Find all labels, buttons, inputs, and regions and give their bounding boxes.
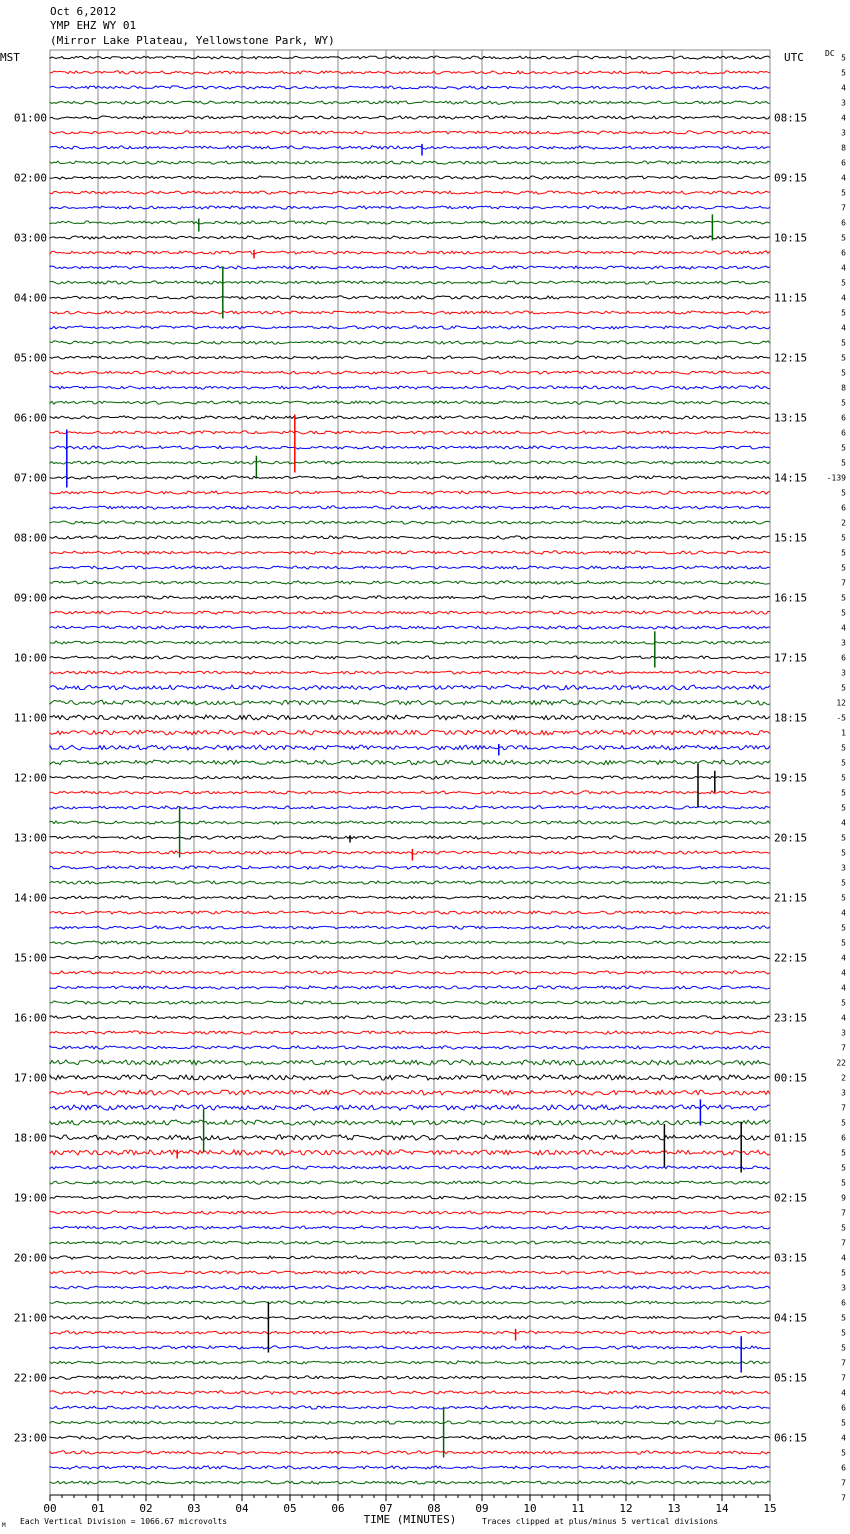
seismic-trace (50, 1060, 770, 1065)
x-tick-label: 15 (763, 1502, 777, 1515)
dc-offset-value: 3 (841, 1028, 846, 1038)
dc-offset-value: 5 (841, 533, 846, 543)
left-hour-label: 01:00 (13, 111, 47, 125)
label-layer (14, 54, 846, 1516)
seismic-trace (50, 161, 770, 164)
seismic-trace (50, 1001, 770, 1004)
dc-offset-value: 5 (841, 443, 846, 453)
left-hour-label: 09:00 (13, 591, 47, 605)
seismic-trace (50, 401, 770, 404)
x-tick-label: 01 (91, 1502, 105, 1515)
x-tick-label: 02 (139, 1502, 153, 1515)
dc-offset-value: 3 (841, 1088, 846, 1098)
seismic-trace (50, 296, 770, 299)
seismic-trace (50, 715, 770, 720)
left-hour-label: 06:00 (13, 411, 47, 425)
seismic-trace (50, 1316, 770, 1319)
seismic-trace (50, 685, 770, 690)
dc-offset-value: 6 (841, 413, 846, 423)
dc-offset-value: 12 (836, 698, 846, 708)
dc-offset-value: 4 (841, 323, 846, 333)
right-hour-label: 05:15 (774, 1371, 808, 1385)
dc-offset-value: 7 (841, 1043, 846, 1053)
dc-offset-value: 6 (841, 428, 846, 438)
seismic-trace (50, 341, 770, 344)
seismic-trace (50, 1301, 770, 1304)
seismic-trace (50, 446, 770, 449)
dc-offset-value: 2 (841, 1073, 846, 1083)
dc-offset-value: 5 (841, 1178, 846, 1188)
seismic-trace (50, 131, 770, 134)
seismic-trace (50, 521, 770, 524)
seismic-trace (50, 1421, 770, 1424)
dc-offset-value: 5 (841, 1223, 846, 1233)
left-hour-label: 02:00 (13, 171, 47, 185)
seismic-trace (50, 1406, 770, 1409)
dc-offset-value: 4 (841, 293, 846, 303)
dc-offset-value: 5 (841, 278, 846, 288)
left-hour-label: 18:00 (13, 1131, 47, 1145)
corner-mark: M (2, 1522, 6, 1529)
dc-offset-value: 5 (841, 68, 846, 78)
x-tick-label: 04 (235, 1502, 249, 1515)
dc-offset-value: 5 (841, 188, 846, 198)
seismic-trace (50, 1286, 770, 1289)
seismic-trace (50, 1105, 770, 1110)
dc-offset-value: 7 (841, 1103, 846, 1113)
dc-offset-value: 4 (841, 173, 846, 183)
dc-offset-value: -5 (836, 713, 846, 723)
dc-offset-value: 5 (841, 998, 846, 1008)
dc-offset-value: 5 (841, 548, 846, 558)
dc-offset-value: 5 (841, 53, 846, 63)
x-tick-label: 09 (475, 1502, 489, 1515)
left-timezone-label: MST (0, 51, 20, 64)
seismic-trace (50, 836, 770, 839)
dc-offset-value: 4 (841, 908, 846, 918)
dc-offset-value: 5 (841, 563, 846, 573)
right-hour-label: 13:15 (774, 411, 808, 425)
seismic-trace (50, 776, 770, 779)
left-hour-label: 23:00 (13, 1431, 47, 1445)
seismic-trace (50, 1226, 770, 1229)
seismic-trace (50, 1331, 770, 1334)
dc-offset-value: 3 (841, 863, 846, 873)
right-hour-label: 08:15 (774, 111, 808, 125)
dc-offset-value: 4 (841, 1433, 846, 1443)
seismic-trace (50, 1031, 770, 1034)
dc-offset-value: 5 (841, 458, 846, 468)
seismic-trace (50, 1166, 770, 1169)
dc-offset-value: 5 (841, 368, 846, 378)
left-hour-label: 04:00 (13, 291, 47, 305)
x-tick-label: 12 (619, 1502, 633, 1515)
right-hour-label: 17:15 (774, 651, 808, 665)
seismic-trace (50, 956, 770, 959)
seismic-trace (50, 1376, 770, 1379)
seismic-trace (50, 821, 770, 824)
dc-label: DC (825, 49, 835, 58)
x-tick-label: 13 (667, 1502, 681, 1515)
seismic-trace (50, 1361, 770, 1364)
right-hour-label: 21:15 (774, 891, 808, 905)
dc-offset-value: 4 (841, 83, 846, 93)
seismic-trace (50, 1256, 770, 1259)
left-hour-label: 13:00 (13, 831, 47, 845)
dc-offset-value: 7 (841, 1238, 846, 1248)
right-timezone-label: UTC (784, 51, 804, 64)
clip-note: Traces clipped at plus/minus 5 vertical divisions (482, 1517, 719, 1526)
right-hour-label: 15:15 (774, 531, 808, 545)
dc-offset-value: 4 (841, 968, 846, 978)
dc-offset-value: 4 (841, 1253, 846, 1263)
dc-offset-value: 3 (841, 128, 846, 138)
right-hour-label: 20:15 (774, 831, 808, 845)
dc-offset-value: 5 (841, 923, 846, 933)
dc-offset-value: 5 (841, 398, 846, 408)
dc-offset-value: 1 (841, 728, 846, 738)
seismic-trace (50, 1150, 770, 1155)
seismic-trace (50, 506, 770, 509)
seismic-trace (50, 1271, 770, 1274)
seismic-trace (50, 700, 770, 705)
x-tick-label: 08 (427, 1502, 441, 1515)
seismic-trace (50, 101, 770, 104)
seismic-trace (50, 1135, 770, 1140)
right-hour-label: 09:15 (774, 171, 808, 185)
dc-offset-value: 5 (841, 1328, 846, 1338)
seismic-trace (50, 881, 770, 884)
dc-offset-value: 5 (841, 1163, 846, 1173)
seismic-trace (50, 791, 770, 794)
seismic-trace (50, 926, 770, 929)
dc-offset-value: 9 (841, 1193, 846, 1203)
seismic-trace (50, 56, 770, 59)
seismic-trace (50, 236, 770, 239)
dc-offset-value: 3 (841, 668, 846, 678)
left-hour-label: 19:00 (13, 1191, 47, 1205)
x-tick-label: 10 (523, 1502, 537, 1515)
dc-offset-value: 5 (841, 593, 846, 603)
seismic-trace (50, 281, 770, 284)
seismic-trace (50, 191, 770, 194)
dc-offset-value: 8 (841, 143, 846, 153)
dc-offset-value: 6 (841, 503, 846, 513)
seismic-trace (50, 671, 770, 674)
dc-offset-value: 5 (841, 488, 846, 498)
left-hour-label: 03:00 (13, 231, 47, 245)
dc-offset-value: 7 (841, 1373, 846, 1383)
left-hour-label: 15:00 (13, 951, 47, 965)
left-hour-label: 05:00 (13, 351, 47, 365)
left-hour-label: 07:00 (13, 471, 47, 485)
seismic-trace (50, 1090, 770, 1095)
dc-offset-value: 5 (841, 743, 846, 753)
dc-offset-value: 5 (841, 1313, 846, 1323)
dc-offset-value: 4 (841, 263, 846, 273)
seismic-trace (50, 146, 770, 149)
seismic-trace (50, 1075, 770, 1080)
seismic-trace (50, 1346, 770, 1349)
seismic-trace (50, 641, 770, 644)
right-hour-label: 02:15 (774, 1191, 808, 1205)
seismic-trace (50, 431, 770, 434)
seismic-trace (50, 566, 770, 569)
x-tick-label: 11 (571, 1502, 585, 1515)
seismic-trace (50, 745, 770, 750)
dc-offset-value: 3 (841, 1283, 846, 1293)
seismic-trace (50, 491, 770, 494)
right-hour-label: 14:15 (774, 471, 808, 485)
seismic-trace (50, 116, 770, 119)
right-hour-label: 10:15 (774, 231, 808, 245)
left-hour-label: 10:00 (13, 651, 47, 665)
dc-offset-value: 5 (841, 893, 846, 903)
dc-offset-value: 5 (841, 803, 846, 813)
seismic-trace (50, 71, 770, 74)
dc-offset-value: 4 (841, 983, 846, 993)
seismic-trace (50, 626, 770, 629)
scale-note: Each Vertical Division = 1066.67 microvolts (20, 1517, 228, 1526)
x-tick-label: 14 (715, 1502, 729, 1515)
dc-offset-value: 5 (841, 1343, 846, 1353)
seismic-trace (50, 581, 770, 584)
dc-offset-value: 5 (841, 1118, 846, 1128)
dc-offset-value: 5 (841, 773, 846, 783)
seismic-trace (50, 866, 770, 869)
dc-offset-value: 5 (841, 878, 846, 888)
seismic-trace (50, 851, 770, 854)
x-axis-title: TIME (MINUTES) (363, 1513, 457, 1526)
seismic-trace (50, 251, 770, 254)
seismic-trace (50, 611, 770, 614)
seismic-trace (50, 371, 770, 374)
seismic-trace (50, 476, 770, 479)
dc-offset-value: 5 (841, 683, 846, 693)
left-hour-label: 14:00 (13, 891, 47, 905)
left-hour-label: 11:00 (13, 711, 47, 725)
seismic-trace (50, 1120, 770, 1125)
seismic-trace (50, 386, 770, 389)
seismic-trace (50, 536, 770, 539)
left-hour-label: 20:00 (13, 1251, 47, 1265)
dc-offset-value: 5 (841, 848, 846, 858)
dc-offset-value: 5 (841, 608, 846, 618)
right-hour-label: 23:15 (774, 1011, 808, 1025)
seismic-trace (50, 1181, 770, 1184)
dc-offset-value: 7 (841, 1493, 846, 1503)
dc-offset-value: 6 (841, 248, 846, 258)
dc-offset-value: 7 (841, 1478, 846, 1488)
dc-offset-value: 7 (841, 203, 846, 213)
dc-offset-value: 4 (841, 1388, 846, 1398)
seismic-trace (50, 1391, 770, 1394)
x-tick-label: 00 (43, 1502, 57, 1515)
seismic-trace (50, 1436, 770, 1439)
x-tick-label: 06 (331, 1502, 345, 1515)
dc-offset-value: 5 (841, 353, 846, 363)
dc-offset-value: 3 (841, 638, 846, 648)
seismic-trace (50, 760, 770, 765)
seismic-trace (50, 311, 770, 314)
dc-offset-value: 6 (841, 1133, 846, 1143)
seismic-trace (50, 986, 770, 989)
left-hour-label: 08:00 (13, 531, 47, 545)
dc-offset-value: 5 (841, 938, 846, 948)
seismic-trace (50, 1211, 770, 1214)
dc-offset-value: 7 (841, 1208, 846, 1218)
right-hour-label: 11:15 (774, 291, 808, 305)
seismic-trace (50, 941, 770, 944)
seismic-trace (50, 656, 770, 659)
left-hour-label: 12:00 (13, 771, 47, 785)
chart-station: YMP EHZ WY 01 (50, 19, 137, 32)
seismic-trace (50, 806, 770, 809)
dc-offset-value: 6 (841, 1463, 846, 1473)
seismic-trace (50, 266, 770, 269)
seismic-trace (50, 596, 770, 599)
seismic-trace (50, 206, 770, 209)
dc-offset-value: 4 (841, 623, 846, 633)
dc-offset-value: 5 (841, 1148, 846, 1158)
dc-offset-value: 6 (841, 1298, 846, 1308)
x-tick-label: 05 (283, 1502, 297, 1515)
chart-location: (Mirror Lake Plateau, Yellowstone Park, WY) (50, 34, 335, 47)
seismic-trace (50, 356, 770, 359)
dc-offset-value: 4 (841, 113, 846, 123)
dc-offset-value: 5 (841, 1418, 846, 1428)
dc-offset-value: 5 (841, 308, 846, 318)
seismic-trace (50, 176, 770, 179)
seismic-trace (50, 221, 770, 224)
seismic-trace (50, 896, 770, 899)
dc-offset-value: 5 (841, 1448, 846, 1458)
seismic-trace (50, 326, 770, 329)
dc-offset-value: 4 (841, 818, 846, 828)
trace-layer (50, 56, 770, 1484)
left-hour-label: 17:00 (13, 1071, 47, 1085)
seismic-trace (50, 730, 770, 735)
dc-offset-value: 5 (841, 233, 846, 243)
seismic-trace (50, 1196, 770, 1199)
dc-offset-value: 7 (841, 1358, 846, 1368)
seismic-trace (50, 1481, 770, 1484)
dc-offset-value: 5 (841, 833, 846, 843)
dc-offset-value: 5 (841, 788, 846, 798)
left-hour-label: 21:00 (13, 1311, 47, 1325)
dc-offset-value: 5 (841, 338, 846, 348)
chart-date: Oct 6,2012 (50, 5, 117, 18)
dc-offset-value: 4 (841, 1013, 846, 1023)
right-hour-label: 01:15 (774, 1131, 808, 1145)
seismic-trace (50, 416, 770, 419)
seismic-trace (50, 1466, 770, 1469)
seismic-trace (50, 1241, 770, 1244)
right-hour-label: 12:15 (774, 351, 808, 365)
dc-offset-value: 6 (841, 1403, 846, 1413)
dc-offset-value: 8 (841, 383, 846, 393)
seismic-trace (50, 461, 770, 464)
dc-offset-value: 5 (841, 758, 846, 768)
dc-offset-value: 2 (841, 518, 846, 528)
left-hour-label: 22:00 (13, 1371, 47, 1385)
seismic-trace (50, 1016, 770, 1019)
x-tick-label: 03 (187, 1502, 201, 1515)
dc-offset-value: 6 (841, 218, 846, 228)
seismic-trace (50, 86, 770, 89)
dc-offset-value: 4 (841, 953, 846, 963)
right-hour-label: 04:15 (774, 1311, 808, 1325)
dc-offset-value: 5 (841, 1268, 846, 1278)
seismic-trace (50, 1451, 770, 1454)
seismic-trace (50, 551, 770, 554)
dc-offset-value: 3 (841, 98, 846, 108)
seismic-trace (50, 971, 770, 974)
dc-offset-value: 7 (841, 578, 846, 588)
dc-offset-value: 6 (841, 653, 846, 663)
dc-offset-value: 22 (836, 1058, 846, 1068)
right-hour-label: 19:15 (774, 771, 808, 785)
seismic-trace (50, 1046, 770, 1049)
right-hour-label: 06:15 (774, 1431, 808, 1445)
seismic-trace (50, 911, 770, 914)
right-hour-label: 16:15 (774, 591, 808, 605)
right-hour-label: 22:15 (774, 951, 808, 965)
right-hour-label: 00:15 (774, 1071, 808, 1085)
x-tick-label: 07 (379, 1502, 393, 1515)
dc-offset-value: 6 (841, 158, 846, 168)
left-hour-label: 16:00 (13, 1011, 47, 1025)
right-hour-label: 18:15 (774, 711, 808, 725)
dc-offset-value: -139 (826, 473, 846, 483)
right-hour-label: 03:15 (774, 1251, 808, 1265)
